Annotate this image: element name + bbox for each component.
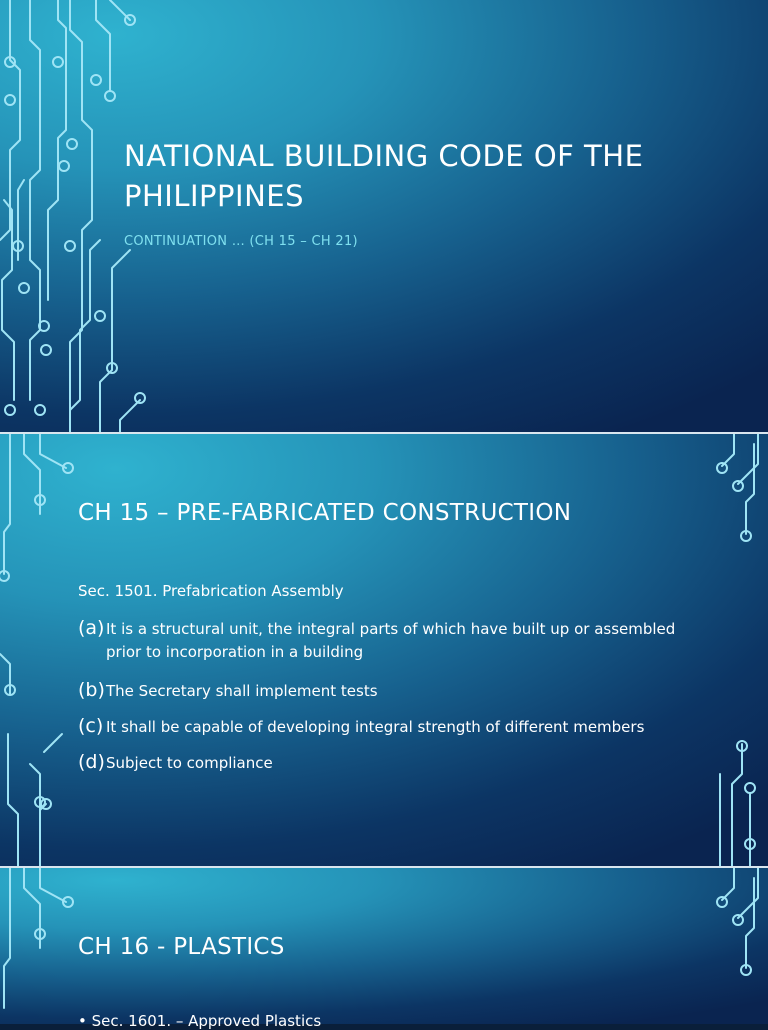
list-item-a <box>78 614 698 663</box>
circuit-decoration-right <box>698 868 768 1024</box>
list-item-d <box>78 748 698 777</box>
slide-title-ch16: CH 16 - PLASTICS <box>78 934 285 960</box>
circuit-decoration-right <box>698 434 768 866</box>
title-slide <box>0 0 768 432</box>
list-item-text: It shall be capable of developing integral strength of different members <box>106 718 645 736</box>
list-item-continuation: prior to incorporation in a building <box>106 643 364 661</box>
list-item-b <box>78 676 698 705</box>
slide-title-ch15: CH 15 – PRE-FABRICATED CONSTRUCTION <box>78 500 572 526</box>
presentation-title: NATIONAL BUILDING CODE OF THE PHILIPPINES <box>124 139 644 213</box>
circuit-decoration-left <box>0 868 80 1024</box>
list-marker: (b) <box>78 679 105 701</box>
list-marker: (d) <box>78 751 105 773</box>
list-item-text: It is a structural unit, the integral parts of which have built up or assembled <box>106 620 676 638</box>
list-marker: (a) <box>78 617 105 639</box>
circuit-decoration-left <box>0 434 80 866</box>
list-marker: (c) <box>78 715 104 737</box>
list-item-c <box>78 712 698 741</box>
presentation-subtitle: CONTINUATION … (CH 15 – CH 21) <box>124 234 358 249</box>
circuit-decoration-left <box>0 0 170 432</box>
list-item-text: The Secretary shall implement tests <box>106 682 378 700</box>
bullet-sec-1601: • Sec. 1601. – Approved Plastics <box>78 1012 322 1030</box>
section-heading-1501: Sec. 1501. Prefabrication Assembly <box>78 582 344 600</box>
list-item-text: Subject to compliance <box>106 754 273 772</box>
